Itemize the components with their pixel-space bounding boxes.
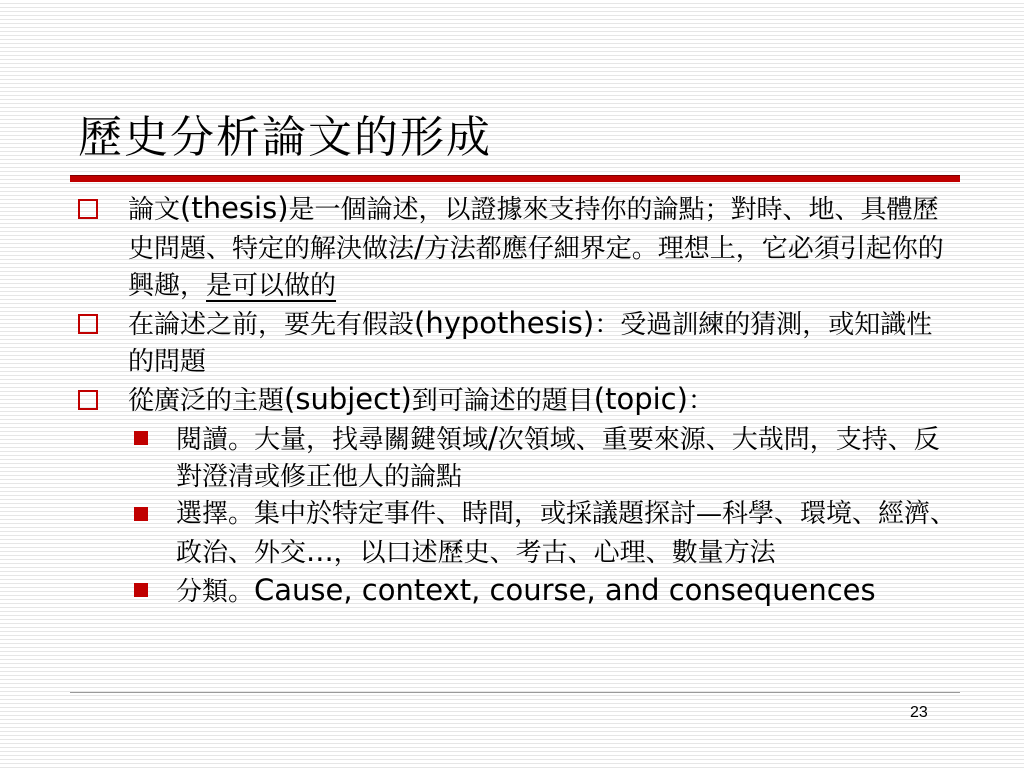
bullet-text-segment: / [488,421,498,455]
hollow-square-bullet-icon [78,390,98,410]
slide-title: 歷史分析論文的形成 [78,112,492,163]
bullet-text-segment: (subject) [284,382,412,416]
page-number: 23 [910,704,928,721]
bullet-item [78,381,958,420]
title-accent-line [70,175,960,176]
bullet-item [78,190,958,305]
sub-bullet-item [78,496,958,572]
bullet-text-segment: (hypothesis) [414,306,595,340]
bullet-text-segment: 方法都應仔細界定。理想上，它必須引起你的興趣， [128,234,944,301]
bullet-text-segment: / [414,230,424,264]
footer-divider [70,692,960,693]
bullet-text-segment: 從廣泛的主題 [128,386,285,416]
hollow-square-bullet-icon [78,199,98,219]
sub-bullet-item [78,420,958,496]
bullet-text-segment: 次領域、重要來源、大哉問，支持、反對澄清或修正他人的論點 [176,425,940,492]
bullet-text-segment: ... [306,534,334,568]
bullet-text-segment: (thesis) [180,191,289,225]
bullet-text-segment: 到可論述的題目 [411,386,594,416]
bullet-text-segment: 選擇。集中於特定事件、時間，或採議題探討—科學、環境、經濟、政治、外交 [176,499,957,568]
filled-square-bullet-icon [134,507,148,521]
filled-square-bullet-icon [134,431,148,445]
bullet-text-segment: 在論述之前，要先有假設 [128,310,415,340]
bullet-text-segment: 是可以做的 [206,271,337,301]
bullet-text-segment: ：受過訓練的猜測，或知識性的問題 [128,310,933,377]
filled-square-bullet-icon [134,583,148,597]
bullet-text-segment: 閱讀。大量，找尋關鍵領域 [176,425,489,455]
bullet-item [78,305,958,381]
bullet-text-segment: 論文 [128,195,181,225]
bullet-text-segment: ，以口述歷史、考古、心理、數量方法 [333,538,776,568]
bullet-text-segment: 分類。 [176,577,255,607]
bullet-text-segment: ： [687,386,714,416]
bullet-list [78,190,958,611]
bullet-text-segment: 是一個論述，以證據來支持你的論點；對時、地、具體歷史問題、特定的解決做法 [128,195,939,264]
hollow-square-bullet-icon [78,314,98,334]
bullet-text-segment: (topic) [593,382,688,416]
sub-bullet-item [78,572,958,611]
title-accent-bar [70,175,960,182]
bullet-text-segment: Cause, context, course, and consequences [254,573,876,607]
